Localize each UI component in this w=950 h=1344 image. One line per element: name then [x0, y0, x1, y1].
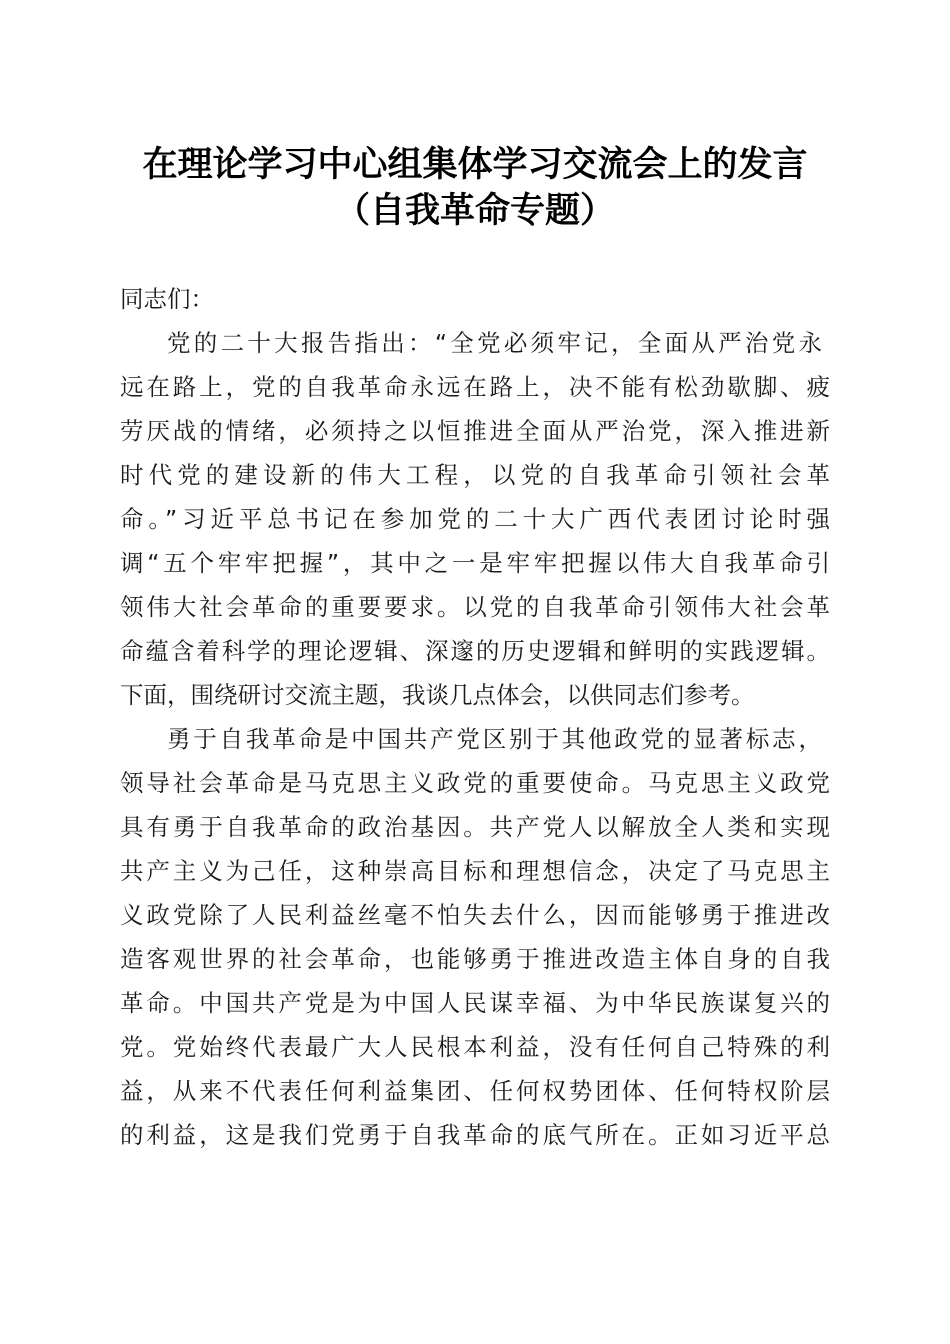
text-line: 义政党除了人民利益丝毫不怕失去什么，因而能够勇于推进改	[120, 901, 830, 929]
text-line: 具有勇于自我革命的政治基因。共产党人以解放全人类和实现	[120, 813, 830, 841]
document-subtitle: （自我革命专题）	[334, 190, 615, 231]
text-line: 革命。中国共产党是为中国人民谋幸福、为中华民族谋复兴的	[120, 989, 830, 1017]
text-line: 远在路上，党的自我革命永远在路上，决不能有松劲歇脚、疲	[120, 373, 830, 401]
text-line: 益，从来不代表任何利益集团、任何权势团体、任何特权阶层	[120, 1077, 830, 1105]
text-line: 的利益，这是我们党勇于自我革命的底气所在。正如习近平总	[120, 1121, 830, 1149]
text-line: 调“五个牢牢把握”，其中之一是牢牢把握以伟大自我革命引	[120, 549, 830, 577]
text-line: 命。”习近平总书记在参加党的二十大广西代表团讨论时强	[120, 505, 830, 533]
salutation: 同志们：	[120, 285, 214, 313]
text-line: 勇于自我革命是中国共产党区别于其他政党的显著标志，	[167, 725, 822, 753]
text-line: 劳厌战的情绪，必须持之以恒推进全面从严治党，深入推进新	[120, 417, 830, 445]
text-line: 命蕴含着科学的理论逻辑、深邃的历史逻辑和鲜明的实践逻辑。	[120, 637, 830, 665]
document-title: 在理论学习中心组集体学习交流会上的发言	[142, 144, 808, 185]
text-line: 领导社会革命是马克思主义政党的重要使命。马克思主义政党	[120, 769, 830, 797]
text-line: 下面，围绕研讨交流主题，我谈几点体会，以供同志们参考。	[120, 681, 755, 709]
text-line: 党的二十大报告指出：“全党必须牢记，全面从严治党永	[167, 329, 822, 357]
text-line: 时代党的建设新的伟大工程，以党的自我革命引领社会革	[120, 461, 830, 489]
text-line: 造客观世界的社会革命，也能够勇于推进改造主体自身的自我	[120, 945, 830, 973]
text-line: 共产主义为己任，这种崇高目标和理想信念，决定了马克思主	[120, 857, 830, 885]
text-line: 领伟大社会革命的重要要求。以党的自我革命引领伟大社会革	[120, 593, 830, 621]
text-line: 党。党始终代表最广大人民根本利益，没有任何自己特殊的利	[120, 1033, 830, 1061]
